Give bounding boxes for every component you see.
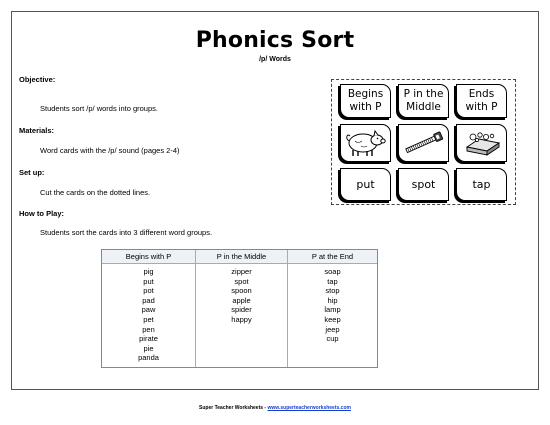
setup-heading: Set up:	[19, 168, 45, 177]
card-word-spot: spot	[398, 168, 449, 201]
column-p-in-middle	[195, 250, 287, 367]
column-header: Begins with P	[102, 250, 195, 264]
materials-heading: Materials:	[19, 126, 55, 135]
column-p-at-end	[287, 250, 377, 367]
list-item: hip	[327, 295, 338, 305]
materials-text: Word cards with the /p/ sound (pages 2-4)	[40, 146, 180, 155]
column-header: P in the Middle	[196, 250, 287, 264]
list-item: pig	[143, 267, 154, 276]
card-word-put: put	[340, 168, 391, 201]
list-item: pirate	[139, 334, 158, 344]
list-item: cup	[326, 334, 339, 344]
zipper-icon	[401, 127, 447, 159]
objective-text: Students sort /p/ words into groups.	[40, 104, 158, 113]
page-footer	[0, 405, 550, 411]
column-begins-with-p	[102, 250, 195, 367]
list-item: pot	[143, 286, 154, 296]
list-item: zipper	[231, 267, 252, 276]
list-item: put	[143, 276, 154, 286]
card-zipper	[398, 124, 449, 162]
footer-website-link[interactable]: www.superteacherworksheets.com	[267, 405, 351, 411]
list-item: pie	[143, 343, 154, 353]
soap-icon	[459, 127, 505, 159]
footer-brand: Super Teacher Worksheets	[199, 405, 264, 411]
objective-heading: Objective:	[19, 75, 56, 84]
card-begins-with-p: Begins with P	[340, 84, 391, 118]
list-item: happy	[231, 314, 252, 324]
list-item: tap	[327, 276, 338, 286]
list-item: keep	[324, 314, 341, 324]
column-header: P at the End	[288, 250, 377, 264]
howto-heading: How to Play:	[19, 209, 65, 218]
list-item: spoon	[231, 286, 252, 296]
list-item: stop	[325, 286, 340, 296]
setup-text: Cut the cards on the dotted lines.	[40, 188, 151, 197]
list-item: paw	[141, 305, 156, 315]
list-item: apple	[232, 295, 251, 305]
list-item: pen	[142, 324, 155, 334]
list-item: pet	[143, 314, 154, 324]
word-card-grid	[331, 79, 516, 205]
word-list	[288, 264, 377, 344]
list-item: soap	[324, 267, 341, 276]
list-item: spider	[231, 305, 252, 315]
list-item: lamp	[324, 305, 341, 315]
card-p-in-middle: P in the Middle	[398, 84, 449, 118]
list-item: spot	[234, 276, 249, 286]
list-item: panda	[138, 353, 159, 363]
word-list	[196, 264, 287, 325]
card-word-tap: tap	[456, 168, 507, 201]
list-item: jeep	[325, 324, 340, 334]
howto-text: Students sort the cards into 3 different word groups.	[40, 228, 213, 237]
card-pig	[340, 124, 391, 162]
word-list	[102, 264, 195, 363]
card-soap	[456, 124, 507, 162]
footer-separator: -	[263, 405, 268, 411]
card-ends-with-p: Ends with P	[456, 84, 507, 118]
pig-icon	[343, 127, 389, 159]
sort-answer-table	[101, 249, 378, 368]
page-subtitle: /p/ Words	[259, 56, 291, 63]
list-item: pad	[142, 295, 155, 305]
page-title: Phonics Sort	[195, 28, 355, 53]
